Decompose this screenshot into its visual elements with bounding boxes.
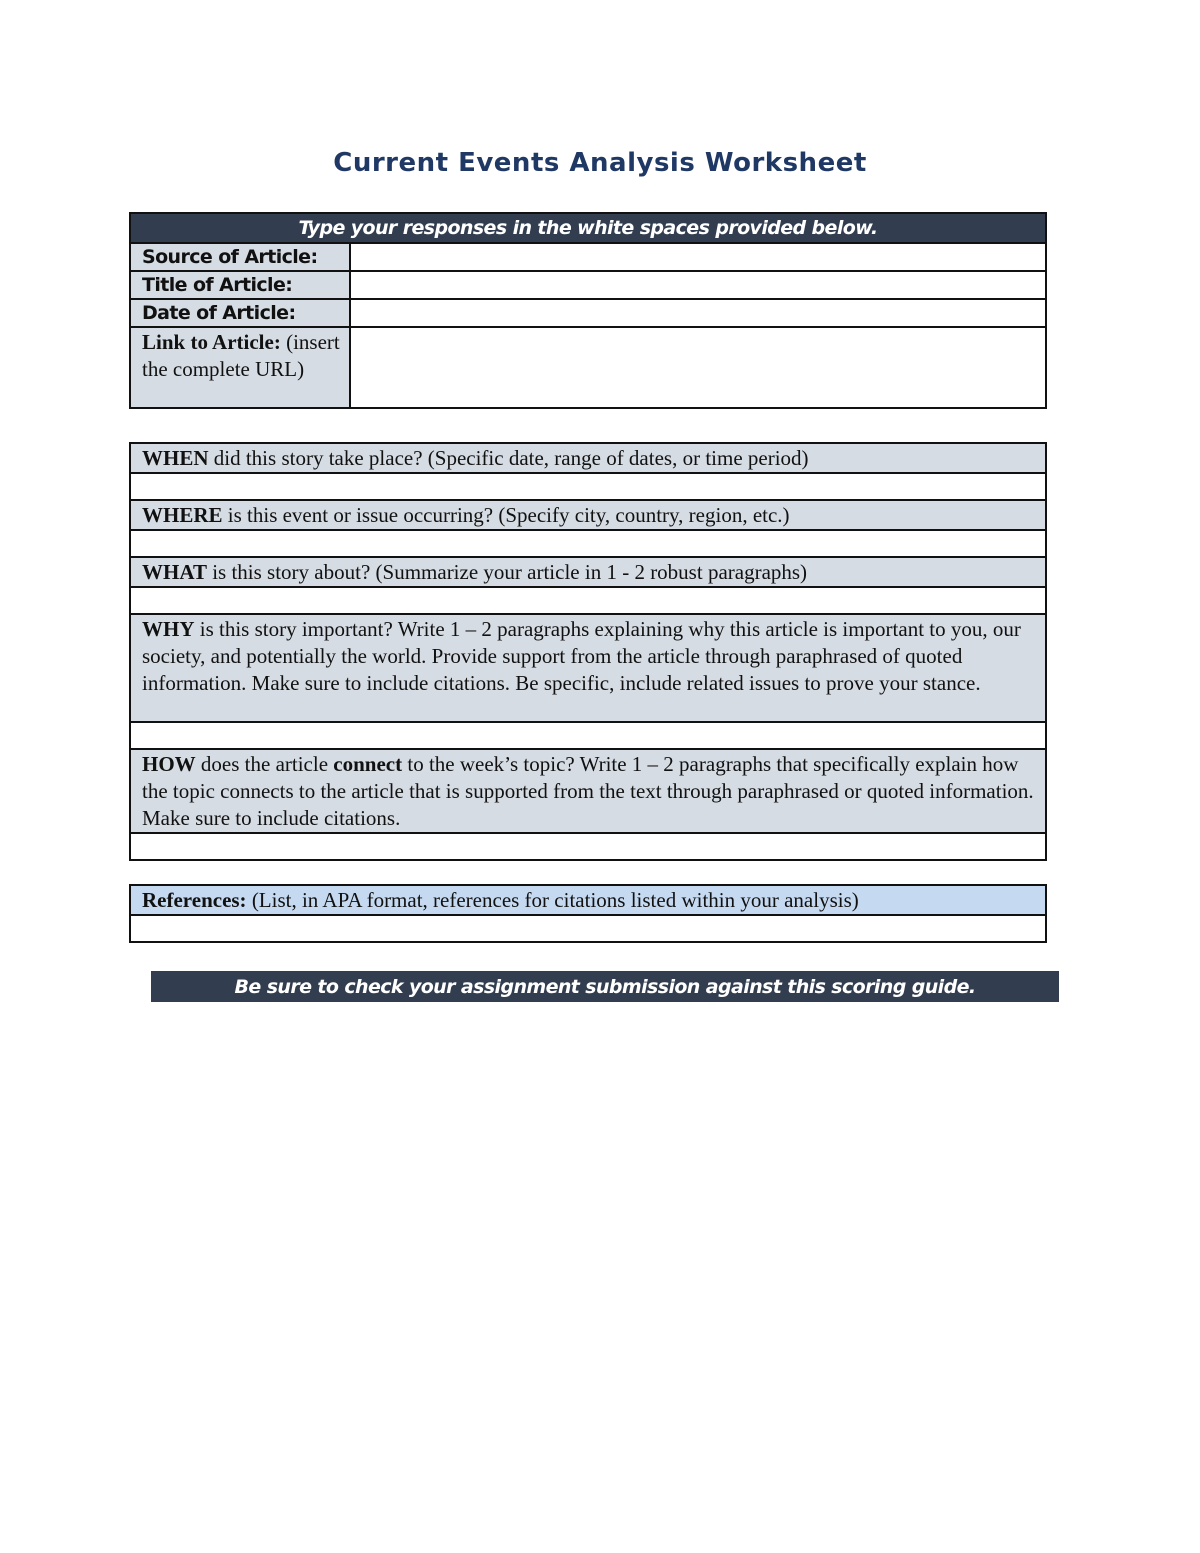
what-answer[interactable] <box>130 587 1046 614</box>
page-title: Current Events Analysis Worksheet <box>333 148 867 178</box>
where-text: is this event or issue occurring? (Specify city, country, region, etc.) <box>222 503 790 527</box>
how-text-2: to the week’s topic? Write 1 – 2 paragraphs that specifically explain how the topic connects to the article that is supported from the text through paraphrased or quoted information. Make sure to include citations. <box>142 752 1034 830</box>
where-answer[interactable] <box>130 530 1046 557</box>
when-text: did this story take place? (Specific date, range of dates, or time period) <box>208 446 809 470</box>
references-question <box>130 885 1046 915</box>
title-label: Title of Article: <box>130 271 350 299</box>
when-lead: WHEN <box>142 446 209 470</box>
link-label: Link to Article: <box>142 330 281 354</box>
how-text-1: does the article <box>195 752 334 776</box>
instructions-header: Type your responses in the white spaces provided below. <box>130 213 1046 243</box>
scoring-guide-banner: Be sure to check your assignment submission against this scoring guide. <box>151 971 1059 1002</box>
references-text: (List, in APA format, references for citations listed within your analysis) <box>246 888 859 912</box>
link-note: (insert the complete URL) <box>142 330 340 381</box>
how-connect-word: connect <box>333 752 403 776</box>
article-info-table <box>129 212 1047 409</box>
date-label: Date of Article: <box>130 299 350 327</box>
date-field[interactable] <box>350 299 1046 327</box>
how-answer[interactable] <box>130 833 1046 860</box>
how-question <box>130 749 1046 833</box>
where-question <box>130 500 1046 530</box>
source-label: Source of Article: <box>130 243 350 271</box>
where-lead: WHERE <box>142 503 223 527</box>
why-question <box>130 614 1046 722</box>
questions-table <box>129 442 1047 861</box>
when-answer[interactable] <box>130 473 1046 500</box>
why-text: is this story important? Write 1 – 2 paragraphs explaining why this article is important to you, our society, and potentially the world. Provide support from the article through paraphrased of quoted information. Make sure to include citations. Be specific, include related issues to prove your stance. <box>142 617 1021 695</box>
link-field[interactable] <box>350 327 1046 408</box>
what-text: is this story about? (Summarize your article in 1 - 2 robust paragraphs) <box>206 560 808 584</box>
how-lead: HOW <box>142 752 196 776</box>
what-lead: WHAT <box>142 560 207 584</box>
link-label-cell <box>130 327 350 408</box>
source-field[interactable] <box>350 243 1046 271</box>
title-field[interactable] <box>350 271 1046 299</box>
when-question <box>130 443 1046 473</box>
what-question <box>130 557 1046 587</box>
references-lead: References: <box>142 888 247 912</box>
why-lead: WHY <box>142 617 195 641</box>
why-answer[interactable] <box>130 722 1046 749</box>
references-table <box>129 884 1047 943</box>
references-answer[interactable] <box>130 915 1046 942</box>
